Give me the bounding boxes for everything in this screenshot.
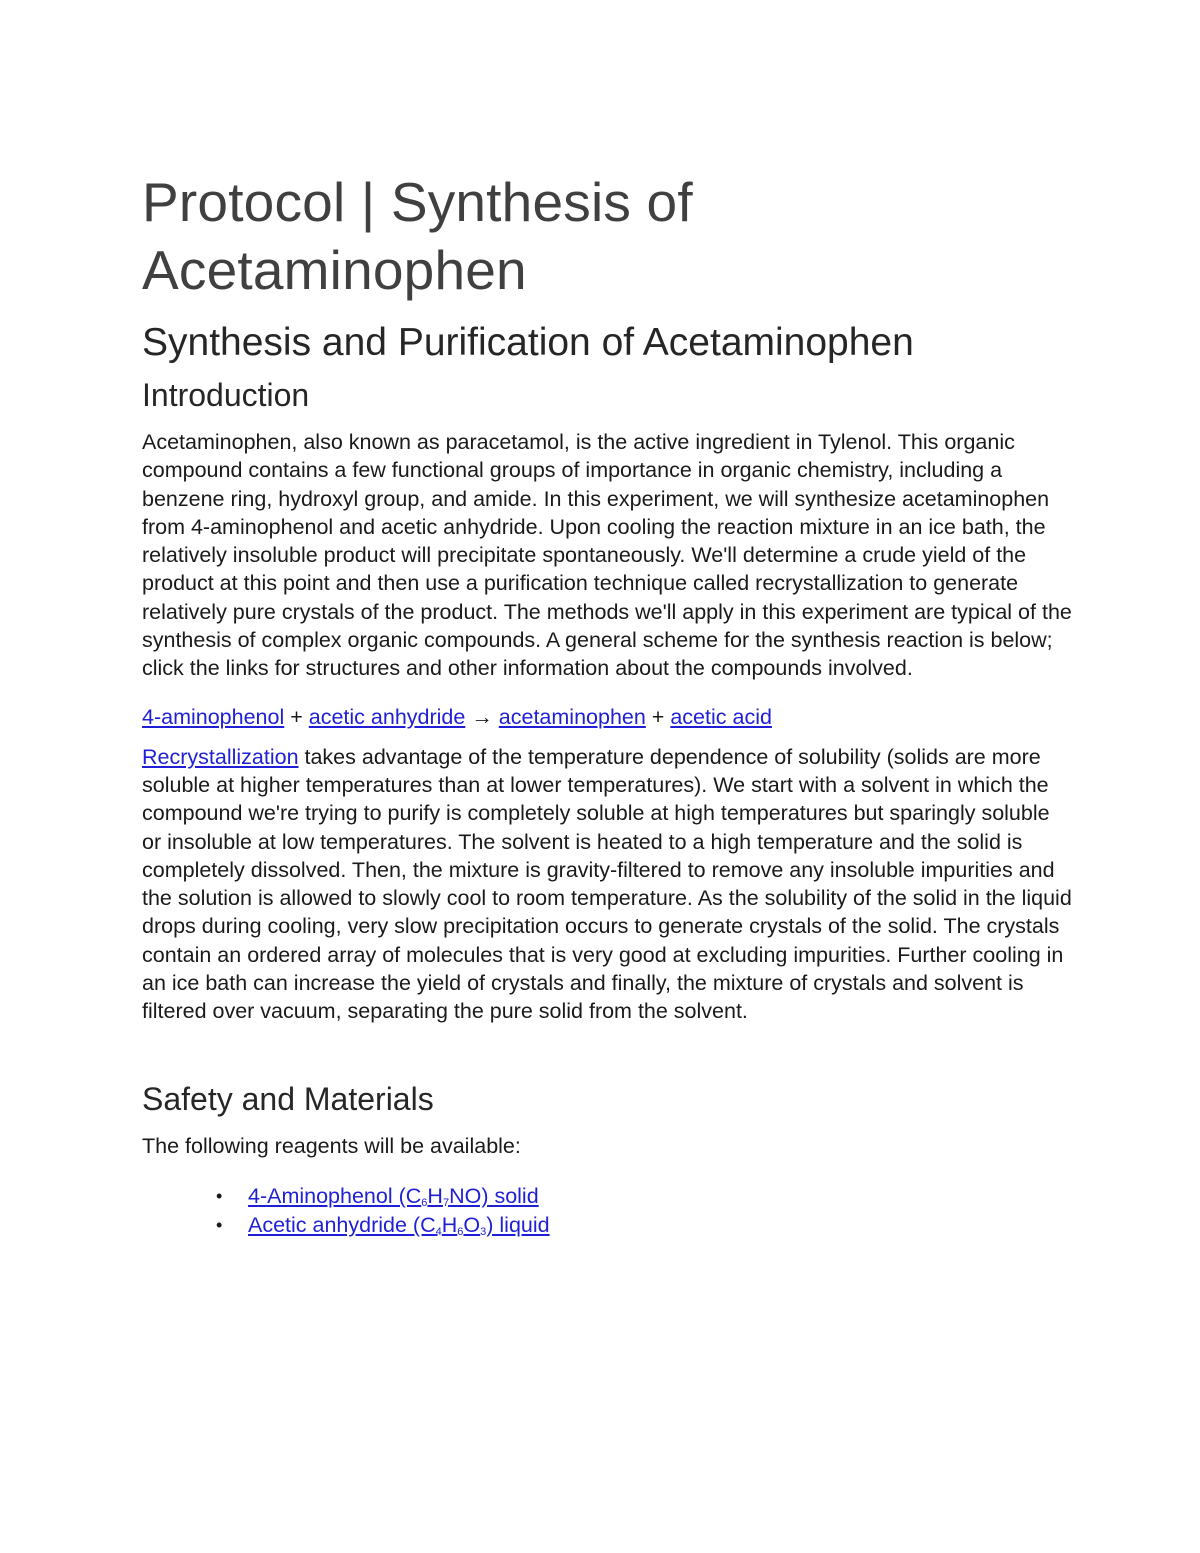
introduction-paragraph: Acetaminophen, also known as paracetamol, is the active ingredient in Tylenol. This organic compound contains a few functional groups of importance in organic chemistry, including a benzene ring, hydroxyl group, and amide. In this experiment, we will synthesize acetaminophen from 4-aminophenol and acetic anhydride. Upon cooling the reaction mixture in an ice bath, the relatively insoluble product will precipitate spontaneously. We'll determine a crude yield of the product at this point and then use a purification technique called recrystallization to generate relatively pure crystals of the product. The methods we'll apply in this experiment are typical of the synthesis of complex organic compounds. A general scheme for the synthesis reaction is below; click the links for structures and other information about the compounds involved. <box>142 430 1072 681</box>
bullet-icon: • <box>216 1214 223 1235</box>
link-recrystallization[interactable]: Recrystallization <box>142 744 299 769</box>
formula-part: O <box>463 1212 481 1237</box>
subscript: 4 <box>435 1225 442 1238</box>
link-reagent-acetic-anhydride[interactable] <box>248 1213 550 1237</box>
list-item <box>216 1182 1072 1211</box>
reaction-scheme <box>142 703 1072 731</box>
recrystallization-text: takes advantage of the temperature dependence of solubility (solids are more soluble at higher temperatures than at lower temperatures). We start with a solvent in which the compound we're trying to purify is completely soluble at high temperatures but sparingly soluble or insoluble at low temperatures. The solvent is heated to a high temperature and the solid is completely dissolved. Then, the mixture is gravity-filtered to remove any insoluble impurities and the solution is allowed to slowly cool to room temperature. As the solubility of the solid in the liquid drops during cooling, very slow precipitation occurs to generate crystals of the solid. The crystals contain an ordered array of molecules that is very good at excluding impurities. Further cooling in an ice bath can increase the yield of crystals and finally, the mixture of crystals and solvent is filtered over vacuum, separating the pure solid from the solvent. <box>142 744 1072 1024</box>
introduction-heading: Introduction <box>142 377 310 413</box>
bullet-icon: • <box>216 1185 223 1206</box>
reagent-list <box>142 1182 1072 1240</box>
page-title: Protocol | Synthesis of Acetaminophen <box>142 171 693 301</box>
link-4-aminophenol[interactable]: 4-aminophenol <box>142 704 285 729</box>
page-subtitle: Synthesis and Purification of Acetaminophen <box>142 321 914 364</box>
list-item <box>216 1211 1072 1240</box>
formula-part: NO) solid <box>449 1183 539 1208</box>
formula-part: H <box>441 1212 458 1237</box>
link-acetic-anhydride[interactable]: acetic anhydride <box>308 704 466 729</box>
formula-part: H <box>427 1183 443 1208</box>
reagent-name: 4-Aminophenol (C <box>248 1183 422 1208</box>
subscript: 3 <box>480 1225 487 1238</box>
reagents-intro: The following reagents will be available: <box>142 1133 521 1158</box>
subscript: 6 <box>457 1225 464 1238</box>
document-page <box>142 168 1072 1240</box>
reagent-name: Acetic anhydride (C <box>248 1212 436 1237</box>
formula-part: ) liquid <box>486 1212 550 1237</box>
link-reagent-4-aminophenol[interactable] <box>248 1184 539 1208</box>
link-acetic-acid[interactable]: acetic acid <box>670 704 772 729</box>
subscript: 7 <box>442 1196 450 1209</box>
plus-sign: + <box>284 704 309 729</box>
recrystallization-paragraph <box>142 743 1072 1026</box>
reaction-arrow: → <box>465 704 499 729</box>
link-acetaminophen[interactable]: acetaminophen <box>498 704 646 729</box>
safety-heading: Safety and Materials <box>142 1080 434 1117</box>
plus-sign: + <box>645 704 671 729</box>
subscript: 6 <box>421 1196 428 1209</box>
